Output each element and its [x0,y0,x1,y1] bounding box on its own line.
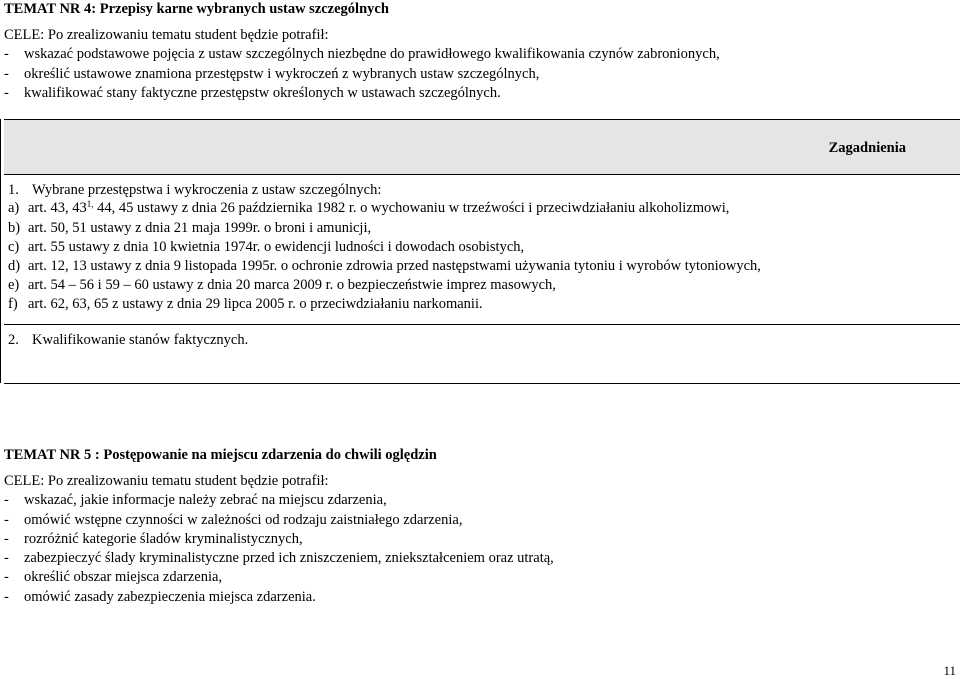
topic4-goal: - określić ustawowe znamiona przestępstw i wykroczeń z wybranych ustaw szczególnych, [4,66,540,82]
topic4-goal: - wskazać podstawowe pojęcia z ustaw szczególnych niezbędne do prawidłowego kwalifikowania czynów zabronionych, [4,46,720,62]
topic4-goal: - kwalifikować stany faktyczne przestępstw określonych w ustawach szczególnych. [4,85,501,101]
list-item: d) art. 12, 13 ustawy z dnia 9 listopada 1995r. o ochronie zdrowia przed następstwami używania tytoniu i wyrobów tytoniowych, [8,258,761,274]
list-item: a) art. 43, $43^{1,}$ 44, 45 ustawy z dnia 26 października 1982 r. o wychowaniu w trzeźwości i przeciwdziałaniu alkoholizmowi, [8,199,730,216]
topic5-goal: - omówić zasady zabezpieczenia miejsca zdarzenia. [4,589,316,605]
list-item: f) art. 62, 63, 65 z ustawy z dnia 29 lipca 2005 r. o przeciwdziałaniu narkomanii. [8,296,483,312]
topic4-goals-intro: CELE: Po zrealizowaniu tematu student będzie potrafił: [4,27,329,43]
topic5-goal: - omówić wstępne czynności w zależności od rodzaju zaistniałego zdarzenia, [4,512,463,528]
page-number: 11 [943,663,956,678]
topic5-goal: - rozróżnić kategorie śladów kryminalistycznych, [4,531,303,547]
list-item: c) art. 55 ustawy z dnia 10 kwietnia 1974r. o ewidencji ludności i dowodach osobistych, [8,239,525,255]
topic5-goals-intro: CELE: Po zrealizowaniu tematu student będzie potrafił: [4,473,329,489]
table-divider [4,324,960,325]
topic4-title: TEMAT NR 4: Przepisy karne wybranych ustaw szczególnych [4,1,389,17]
topic5-goal: - zabezpieczyć ślady kryminalistyczne przed ich zniszczeniem, zniekształceniem oraz utratą, [4,550,554,566]
table-bottom [4,383,960,384]
topic5-title: TEMAT NR 5 : Postępowanie na miejscu zdarzenia do chwili oględzin [4,447,437,463]
topic5-goal: - określić obszar miejsca zdarzenia, [4,569,223,585]
issues-header: Zagadnienia [828,140,906,156]
topic5-goal: - wskazać, jakie informacje należy zebrać na miejscu zdarzenia, [4,492,387,508]
table-left-border [0,119,1,383]
list-item: b) art. 50, 51 ustawy z dnia 21 maja 1999r. o broni i amunicji, [8,220,372,236]
issue-2: 2. Kwalifikowanie stanów faktycznych. [8,332,249,348]
issue-1: 1. Wybrane przestępstwa i wykroczenia z ustaw szczególnych: [8,182,382,198]
list-item: e) art. 54 – 56 i 59 – 60 ustawy z dnia 20 marca 2009 r. o bezpieczeństwie imprez masowych, [8,277,556,293]
